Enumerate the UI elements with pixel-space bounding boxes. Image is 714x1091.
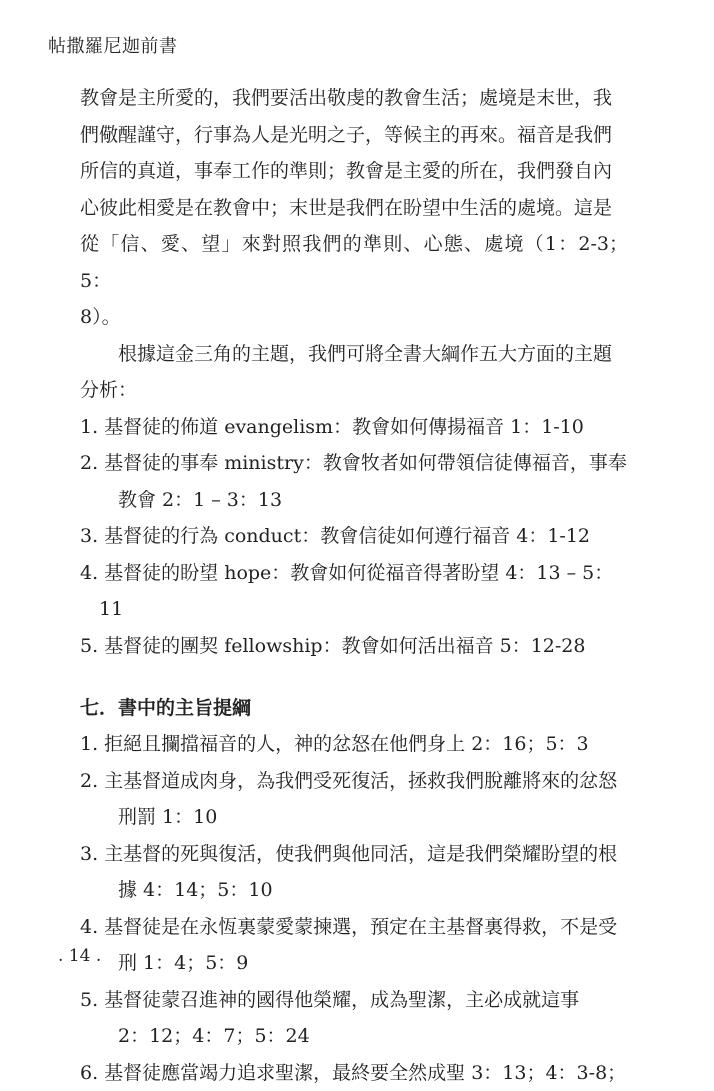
outline-item (80, 445, 628, 518)
theme-item-text: 6. 基督徒應當竭力追求聖潔，最終要全然成聖 3：13；4：3-8； (80, 1062, 626, 1084)
outline-item-continuation: 教會 2：1 – 3：13 (99, 482, 628, 519)
text-line: 們儆醒謹守，行事為人是光明之子，等候主的再來。福音是我們 (80, 117, 628, 154)
theme-item-text: 2. 主基督道成肉身，為我們受死復活，拯救我們脫離將來的忿怒 (80, 770, 617, 792)
theme-item-text: 5. 基督徒蒙召進神的國得他榮耀，成為聖潔，主必成就這事 (80, 989, 579, 1011)
running-header: 帖撒羅尼迦前書 (48, 32, 178, 58)
section-heading: 七．書中的主旨提綱 (80, 690, 628, 726)
theme-item-continuation: 刑罰 1：10 (99, 799, 628, 836)
theme-item-continuation: 刑 1：4；5：9 (99, 945, 628, 982)
outline-item-text: 3. 基督徒的行為 conduct：教會信徒如何遵行福音 4：1-12 (80, 525, 590, 547)
text-line: 根據這金三角的主題，我們可將全書大綱作五大方面的主題 (80, 336, 628, 373)
theme-item-text: 3. 主基督的死與復活，使我們與他同活，這是我們榮耀盼望的根 (80, 843, 617, 865)
intro-paragraph-2 (80, 336, 628, 409)
theme-item (80, 763, 628, 836)
theme-item (80, 982, 628, 1055)
text-line: 分析： (80, 372, 628, 409)
outline-item-text: 5. 基督徒的團契 fellowship：教會如何活出福音 5：12-28 (80, 635, 585, 657)
theme-item-text: 4. 基督徒是在永恆裏蒙愛蒙揀選，預定在主基督裏得救，不是受 (80, 916, 617, 938)
text-line: 教會是主所愛的，我們要活出敬虔的教會生活；處境是末世，我 (80, 80, 628, 117)
outline-item-text: 1. 基督徒的佈道 evangelism：教會如何傳揚福音 1：1-10 (80, 416, 584, 438)
text-line: 從「信、愛、望」來對照我們的準則、心態、處境（1：2-3；5： (80, 226, 628, 299)
theme-item-continuation: 2：12；4：7；5：24 (99, 1018, 628, 1055)
page-body (80, 80, 628, 1091)
outline-item (80, 628, 628, 665)
text-line: 心彼此相愛是在教會中；末世是我們在盼望中生活的處境。這是 (80, 190, 628, 227)
theme-item (80, 1055, 628, 1091)
text-line: 8）。 (80, 299, 628, 336)
theme-item-text: 1. 拒絕且攔擋福音的人，神的忿怒在他們身上 2：16；5：3 (80, 733, 589, 755)
theme-item (80, 909, 628, 982)
outline-item (80, 518, 628, 555)
outline-list (80, 409, 628, 665)
text-line: 所信的真道，事奉工作的準則；教會是主愛的所在，我們發自內 (80, 153, 628, 190)
outline-item-text: 2. 基督徒的事奉 ministry：教會牧者如何帶領信徒傳福音，事奉 (80, 452, 627, 474)
page-number: . 14 . (58, 946, 101, 966)
theme-list (80, 726, 628, 1091)
intro-paragraph-1 (80, 80, 628, 336)
theme-item (80, 726, 628, 763)
outline-item (80, 409, 628, 446)
outline-item (80, 555, 628, 628)
theme-item (80, 836, 628, 909)
theme-item-continuation: 據 4：14；5：10 (99, 872, 628, 909)
outline-item-text: 4. 基督徒的盼望 hope：教會如何從福音得著盼望 4：13 – 5：11 (80, 562, 613, 621)
